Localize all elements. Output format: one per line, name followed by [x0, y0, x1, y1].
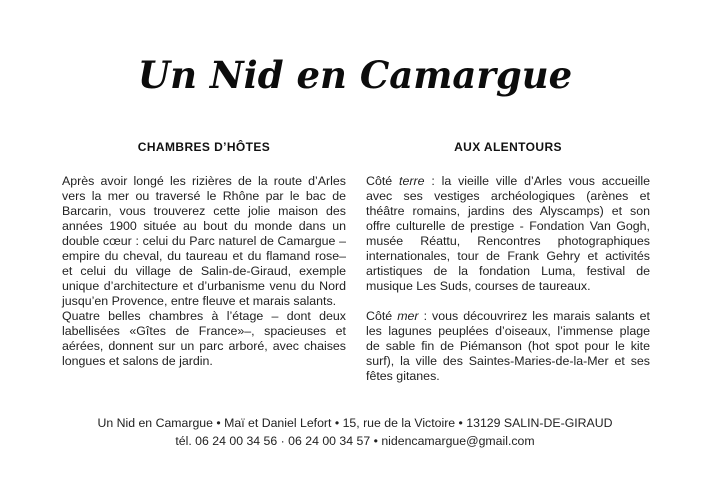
paragraph-italic-word: mer — [397, 309, 419, 323]
footer-contact-line: Un Nid en Camargue • Maï et Daniel Lefort • 15, rue de la Victoire • 13129 SALIN-DE-GIRAUD — [97, 416, 613, 430]
right-paragraph-terre — [366, 174, 650, 294]
footer — [0, 414, 710, 450]
right-paragraph-mer — [366, 309, 650, 384]
left-paragraph-intro: Après avoir longé les rizières de la route d’Arles vers la mer ou traversé le Rhône par le bac de Barcarin, vous trouverez cette jolie maison des années 1900 située au bout du monde dans un double cœur : celui du Parc naturel de Camargue –empire du cheval, du taureau et du flamand rose– et celui du village de Salin-de-Giraud, exemple unique d’architecture et d’urbanisme venu du Nord jusqu’en Provence, entre fleuve et marais salants. — [62, 174, 346, 308]
paragraph-prefix: Côté — [366, 309, 398, 323]
footer-phone-email-line: tél. 06 24 00 34 56 · 06 24 00 34 57 • nidencamargue@gmail.com — [175, 434, 535, 448]
page-title: Un Nid en Camargue — [137, 53, 573, 97]
left-column-header: CHAMBRES D’HÔTES — [137, 140, 271, 154]
paragraph-prefix: Côté — [366, 174, 400, 188]
paragraph-italic-word: terre — [399, 174, 425, 188]
right-column — [366, 174, 650, 384]
right-column-header: AUX ALENTOURS — [454, 140, 562, 154]
left-column — [62, 174, 346, 384]
paragraph-body: : la vieille ville d’Arles vous accueille avec ses vestiges archéologiques (arènes et théâtre romains, jardins des Alyscamps) et son offre culturelle de prestige - Fondation Van Gogh, musée Réattu, Rencontres photographiques internationales, tour de Frank Gehry et activités artistiques de la fondation Luma, festival de musique Les Suds, courses de taureaux. — [366, 174, 650, 293]
paragraph-body: : vous découvrirez les marais salants et les lagunes peuplées d’oiseaux, l’immense plage de sable fin de Piémanson (hot spot pour le kite surf), la ville des Saintes-Maries-de-la-Mer et ses fêtes gitanes. — [366, 309, 650, 383]
body-columns — [62, 174, 650, 384]
column-headers-row — [62, 140, 650, 154]
left-paragraph-rooms: Quatre belles chambres à l’étage – dont deux labellisées «Gîtes de France»–, spacieuses et aérées, donnent sur un parc arboré, avec chaises longues et salons de jardin. — [62, 309, 346, 368]
